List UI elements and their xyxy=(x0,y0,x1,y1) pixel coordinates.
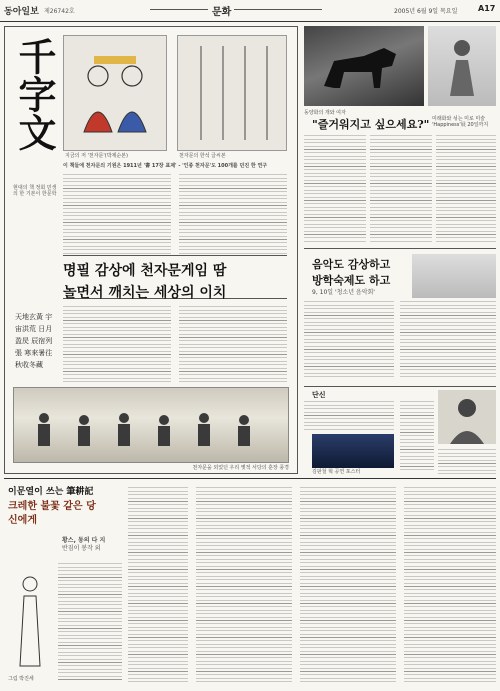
calligraphy-strokes xyxy=(188,46,276,140)
brief-rule xyxy=(304,386,496,387)
portrait-photo xyxy=(438,390,496,444)
fig1-caption: 지금의 저 '천자문'(박제순본) xyxy=(65,153,128,159)
brief-text-3 xyxy=(438,448,496,474)
concert-photo xyxy=(412,254,496,298)
concert-text-2 xyxy=(400,300,496,380)
book-text-1 xyxy=(58,562,122,682)
book-text-4 xyxy=(300,486,396,682)
top-caption: 이 책들에 천자문의 기원은 1911년 '書 17장 표제' - '인종 천자문'도 100개를 던진 한 연구 xyxy=(63,163,268,169)
concert-rule xyxy=(304,248,496,249)
illustration-caption: 그림 박진세 xyxy=(8,676,34,682)
section-rule-left xyxy=(150,9,208,10)
bottom-photo-caption: 천자문을 외었던 우리 옛적 서당의 훈장 풍경 xyxy=(192,465,289,471)
children-drawing xyxy=(64,36,166,150)
body-text-3 xyxy=(63,305,171,383)
side-hanja-list: 天地玄黃 宇宙洪荒 日月盈昃 辰宿列張 寒來暑往 秋收冬藏 xyxy=(15,313,53,369)
headline-line1: 명필 감상에 천자문게임 땀 xyxy=(63,263,227,279)
happiness-text-1 xyxy=(304,134,366,242)
concert-headline1: 음악도 감상하고 xyxy=(312,258,391,271)
page-header xyxy=(0,0,500,22)
happiness-text-2 xyxy=(370,134,432,242)
issue-date: 2005년 6월 9일 목요일 xyxy=(394,8,458,15)
dog-silhouette xyxy=(304,26,424,106)
concert-headline2: 방학숙제도 하고 xyxy=(312,274,391,287)
book-author: 반짐이 봉작 외 xyxy=(62,545,101,552)
classroom-photo xyxy=(13,387,289,463)
dog-photo xyxy=(304,26,424,106)
classroom-figures xyxy=(14,388,288,462)
concert-text-1 xyxy=(304,300,394,380)
book-illustration xyxy=(8,562,52,674)
poster-photo xyxy=(312,434,394,468)
book-text-3 xyxy=(196,486,292,682)
figure-photo xyxy=(428,26,496,106)
children-illustration xyxy=(63,35,167,151)
section-title: 문화 xyxy=(212,7,232,18)
book-tag-text: 이문열이 쓰는 筆耕記 xyxy=(8,487,94,497)
brief-text-1 xyxy=(304,400,394,430)
book-text-2 xyxy=(128,486,188,682)
book-title: 크레한 불꽃 같은 당신에게 xyxy=(8,501,96,526)
happiness-headline: "즐거워지고 싶으세요?" xyxy=(312,118,430,131)
right-photo-caption: 동양화의 개와 여자 xyxy=(304,110,346,116)
body-text-2 xyxy=(179,173,287,255)
poster-caption: 김판철 혁 공연 포스터 xyxy=(312,469,361,475)
section-rule-right xyxy=(234,9,322,10)
standing-figure xyxy=(8,562,52,674)
concert-subhead: 9, 10일 '청소년 음악회' xyxy=(312,289,375,296)
brief-text-2 xyxy=(400,400,434,470)
cheonjamun-article xyxy=(4,26,298,474)
brief-label: 단신 xyxy=(312,391,326,399)
book-title-block xyxy=(8,500,98,534)
series-title xyxy=(11,37,55,151)
book-text-5 xyxy=(404,486,496,682)
body-text-4 xyxy=(179,305,287,383)
headline-block xyxy=(63,255,287,299)
bottom-rule xyxy=(4,478,496,479)
happiness-subhead: 미래화와 섞는 미로 미술 'Happiness'展 20일까지 xyxy=(432,116,489,128)
figure-sculpture xyxy=(428,26,496,106)
author-caption: 현대의 책 정회 민생의 한 기본이 한문학 xyxy=(13,185,57,197)
fig2-caption: 천자문의 한석 글씨본 xyxy=(179,153,226,159)
happiness-photos xyxy=(304,26,496,108)
happiness-text-3 xyxy=(436,134,496,242)
headline-line2: 놀면서 깨치는 세상의 이치 xyxy=(63,285,227,301)
issue-number: 제26742호 xyxy=(44,8,75,15)
calligraphy-image xyxy=(177,35,287,151)
series-title-hanja: 千字文 xyxy=(12,37,57,151)
body-text-1 xyxy=(63,173,171,255)
page-number: A17 xyxy=(478,4,496,13)
portrait-figure xyxy=(438,390,496,444)
newspaper-logo: 동아일보 xyxy=(4,7,39,17)
book-chapter: 황스, 동의 다 지 xyxy=(62,537,106,544)
